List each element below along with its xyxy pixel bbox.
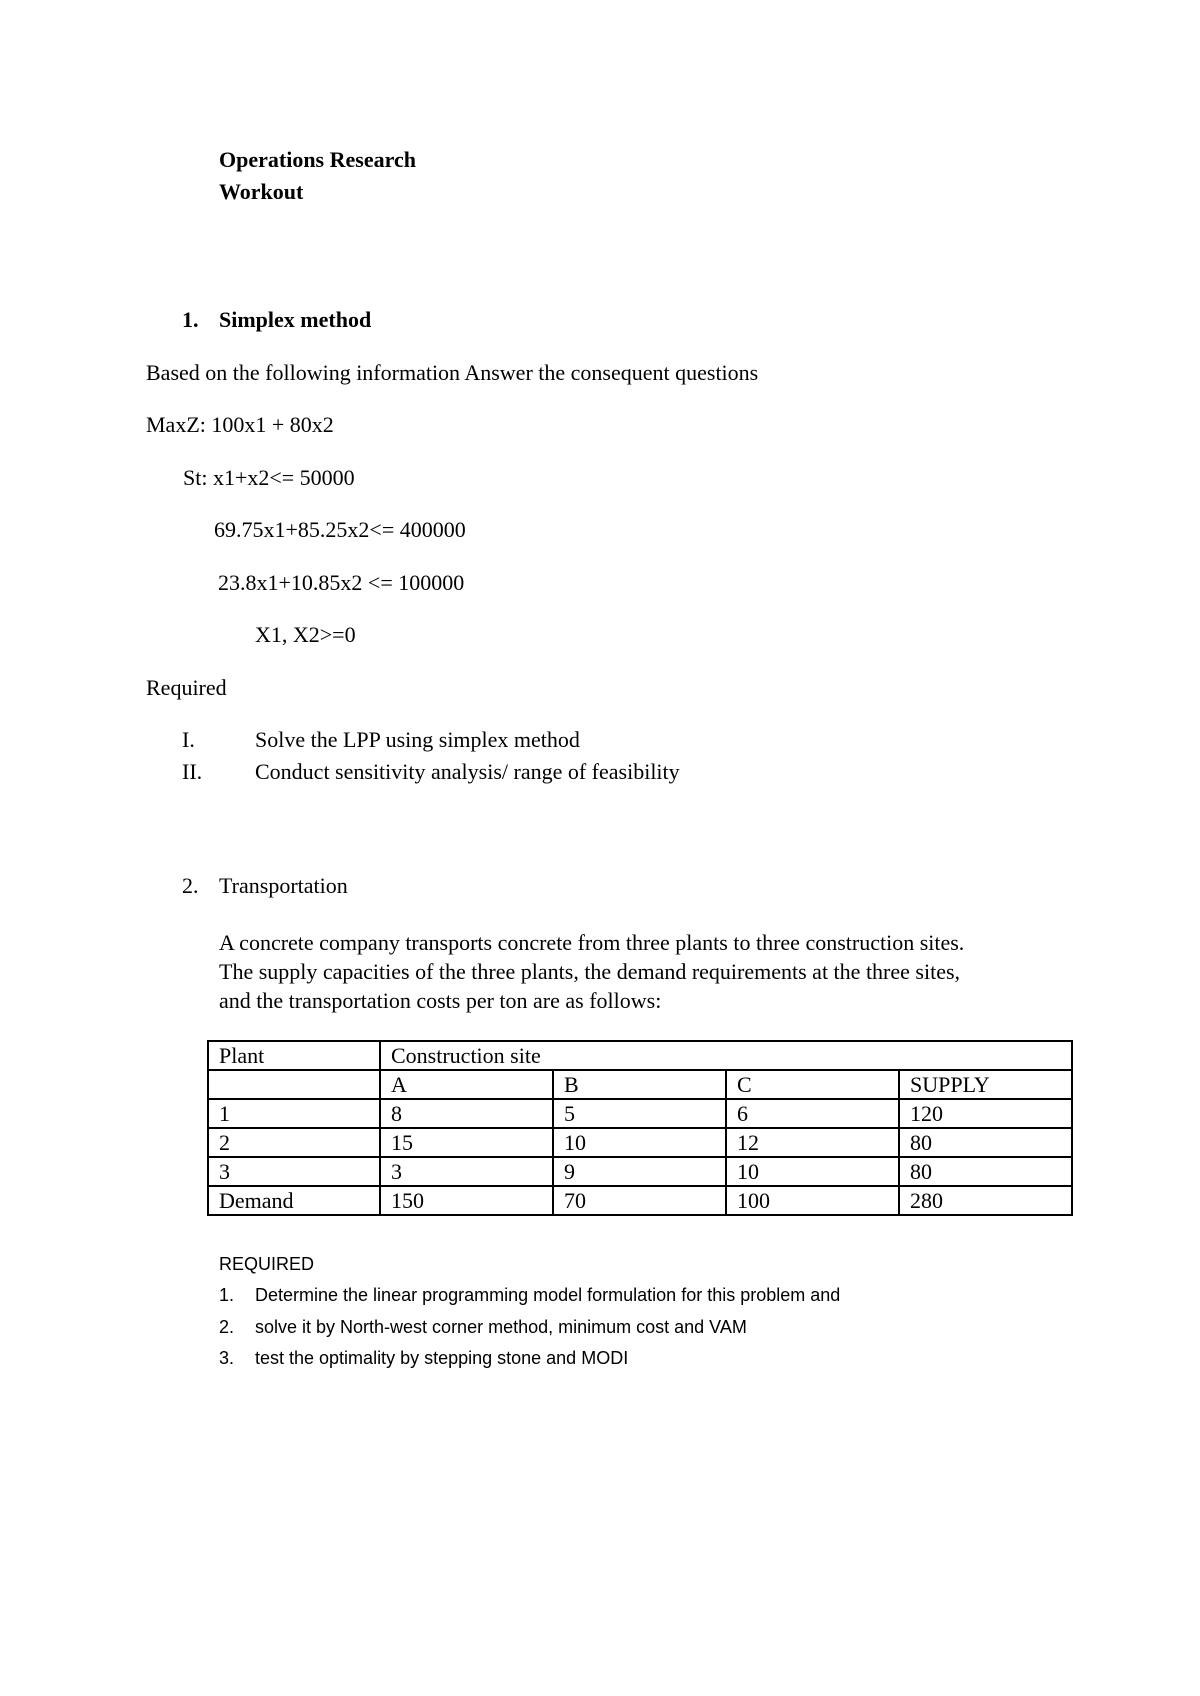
table-subheader-row — [208, 1070, 1072, 1099]
section1-required-num-2: II. — [182, 759, 203, 784]
table-cell: 3 — [380, 1157, 553, 1186]
section2-required-num-2: 2. — [219, 1317, 235, 1337]
table-cell: 150 — [380, 1186, 553, 1215]
table-row — [208, 1128, 1072, 1157]
section1-intro: Based on the following information Answer the consequent questions — [146, 360, 759, 385]
table-column-header: C — [726, 1070, 899, 1099]
table-column-header: A — [380, 1070, 553, 1099]
table-cell: 120 — [899, 1099, 1072, 1128]
table-cell: Demand — [208, 1186, 380, 1215]
table-column-header: SUPPLY — [899, 1070, 1072, 1099]
table-cell-empty — [208, 1070, 380, 1099]
section1-heading: Simplex method — [219, 307, 372, 332]
section2-required-num-3: 3. — [219, 1348, 235, 1368]
table-cell: 100 — [726, 1186, 899, 1215]
table-cell: 12 — [726, 1128, 899, 1157]
document-subtitle: Workout — [219, 179, 304, 204]
transportation-table — [207, 1040, 1073, 1216]
section2-paragraph-line-1: A concrete company transports concrete from three plants to three construction sites. — [219, 930, 965, 955]
table-cell: 9 — [553, 1157, 726, 1186]
table-cell: 2 — [208, 1128, 380, 1157]
table-row — [208, 1157, 1072, 1186]
table-row — [208, 1099, 1072, 1128]
section1-required-text-2: Conduct sensitivity analysis/ range of feasibility — [255, 759, 680, 784]
table-cell: 6 — [726, 1099, 899, 1128]
table-header-plant: Plant — [208, 1041, 380, 1070]
section2-heading: Transportation — [219, 873, 348, 898]
table-cell: 280 — [899, 1186, 1072, 1215]
constraint-3: 23.8x1+10.85x2 <= 100000 — [218, 570, 465, 595]
constraint-nonnegativity: X1, X2>=0 — [255, 622, 356, 647]
table-cell: 70 — [553, 1186, 726, 1215]
table-cell: 10 — [726, 1157, 899, 1186]
table-cell: 3 — [208, 1157, 380, 1186]
table-cell: 5 — [553, 1099, 726, 1128]
section2-number: 2. — [182, 873, 199, 898]
section2-required-text-1: Determine the linear programming model formulation for this problem and — [255, 1285, 841, 1305]
table-cell: 15 — [380, 1128, 553, 1157]
table-cell: 80 — [899, 1128, 1072, 1157]
table-cell: 1 — [208, 1099, 380, 1128]
table-cell: 10 — [553, 1128, 726, 1157]
table-cell: 8 — [380, 1099, 553, 1128]
section2-paragraph-line-3: and the transportation costs per ton are as follows: — [219, 988, 662, 1013]
table-header-construction-site: Construction site — [380, 1041, 1072, 1070]
section2-required-text-2: solve it by North-west corner method, minimum cost and VAM — [255, 1317, 747, 1337]
section2-paragraph-line-2: The supply capacities of the three plants, the demand requirements at the three sites, — [219, 959, 961, 984]
document-title: Operations Research — [219, 147, 416, 172]
table-cell: 80 — [899, 1157, 1072, 1186]
section1-number: 1. — [182, 307, 199, 332]
section1-required-num-1: I. — [182, 727, 195, 752]
constraint-1: St: x1+x2<= 50000 — [183, 465, 355, 490]
objective-function: MaxZ: 100x1 + 80x2 — [146, 412, 334, 437]
section2-required-num-1: 1. — [219, 1285, 235, 1305]
table-column-header: B — [553, 1070, 726, 1099]
table-row-demand — [208, 1186, 1072, 1215]
section1-required-label: Required — [146, 675, 227, 700]
section2-required-text-3: test the optimality by stepping stone and MODI — [255, 1348, 629, 1368]
section2-required-label: REQUIRED — [219, 1254, 315, 1274]
table-header-row — [208, 1041, 1072, 1070]
section1-required-text-1: Solve the LPP using simplex method — [255, 727, 580, 752]
constraint-2: 69.75x1+85.25x2<= 400000 — [214, 517, 466, 542]
